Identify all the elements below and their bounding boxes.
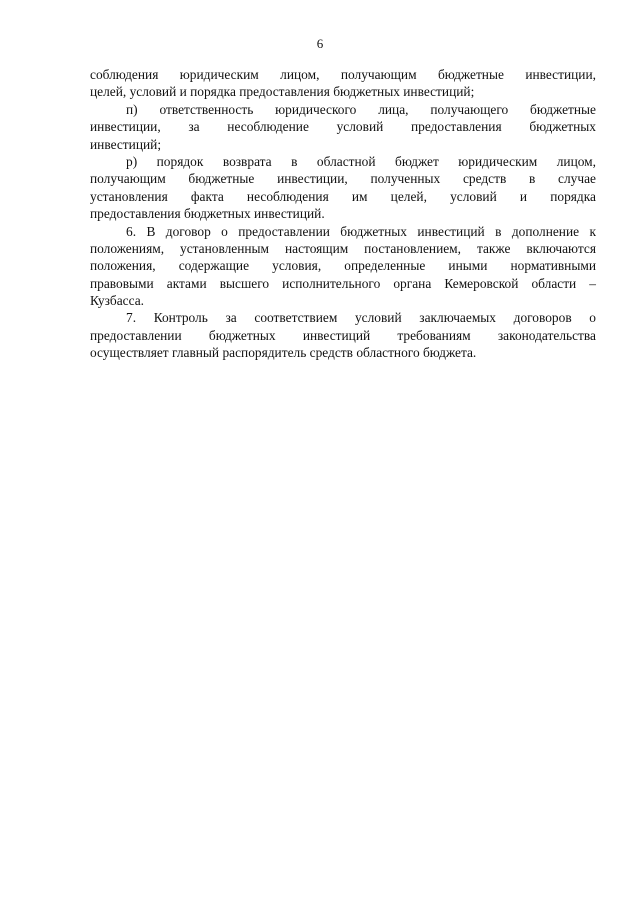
text-line: инвестиций; bbox=[90, 136, 162, 152]
paragraph-point-7 bbox=[90, 309, 596, 361]
text-line: установления факта несоблюдения им целей, условий и порядка bbox=[90, 188, 596, 204]
text-line: соблюдения юридическим лицом, получающим бюджетные инвестиции, bbox=[90, 67, 596, 82]
paragraph-item-r bbox=[90, 153, 596, 223]
text-line: 6. В договор о предоставлении бюджетных инвестиций в дополнение к bbox=[126, 223, 596, 239]
text-line: п) ответственность юридического лица, получающего бюджетные bbox=[126, 101, 596, 117]
text-line: положения, содержащие условия, определенные иными нормативными bbox=[90, 258, 596, 274]
text-line: инвестиции, за несоблюдение условий предоставления бюджетных bbox=[90, 119, 596, 135]
text-line: 7. Контроль за соответствием условий заключаемых договоров о bbox=[126, 310, 596, 326]
text-line: целей, условий и порядка предоставления бюджетных инвестиций; bbox=[90, 84, 475, 100]
paragraph-item-p bbox=[90, 101, 596, 153]
text-line: Кузбасса. bbox=[90, 293, 145, 309]
text-line: предоставления бюджетных инвестиций. bbox=[90, 206, 325, 222]
paragraph-point-6 bbox=[90, 223, 596, 310]
page-number: 6 bbox=[316, 36, 324, 51]
paragraph-continuation bbox=[90, 66, 596, 101]
text-line: р) порядок возврата в областной бюджет юридическим лицом, bbox=[126, 153, 596, 169]
text-line: осуществляет главный распорядитель средств областного бюджета. bbox=[90, 345, 477, 361]
text-line: положениям, установленным настоящим постановлением, также включаются bbox=[90, 240, 596, 256]
document-body bbox=[90, 66, 596, 362]
text-line: получающим бюджетные инвестиции, полученных средств в случае bbox=[90, 171, 596, 187]
text-line: предоставлении бюджетных инвестиций требованиям законодательства bbox=[90, 327, 596, 343]
text-line: правовыми актами высшего исполнительного органа Кемеровской области – bbox=[90, 275, 596, 291]
